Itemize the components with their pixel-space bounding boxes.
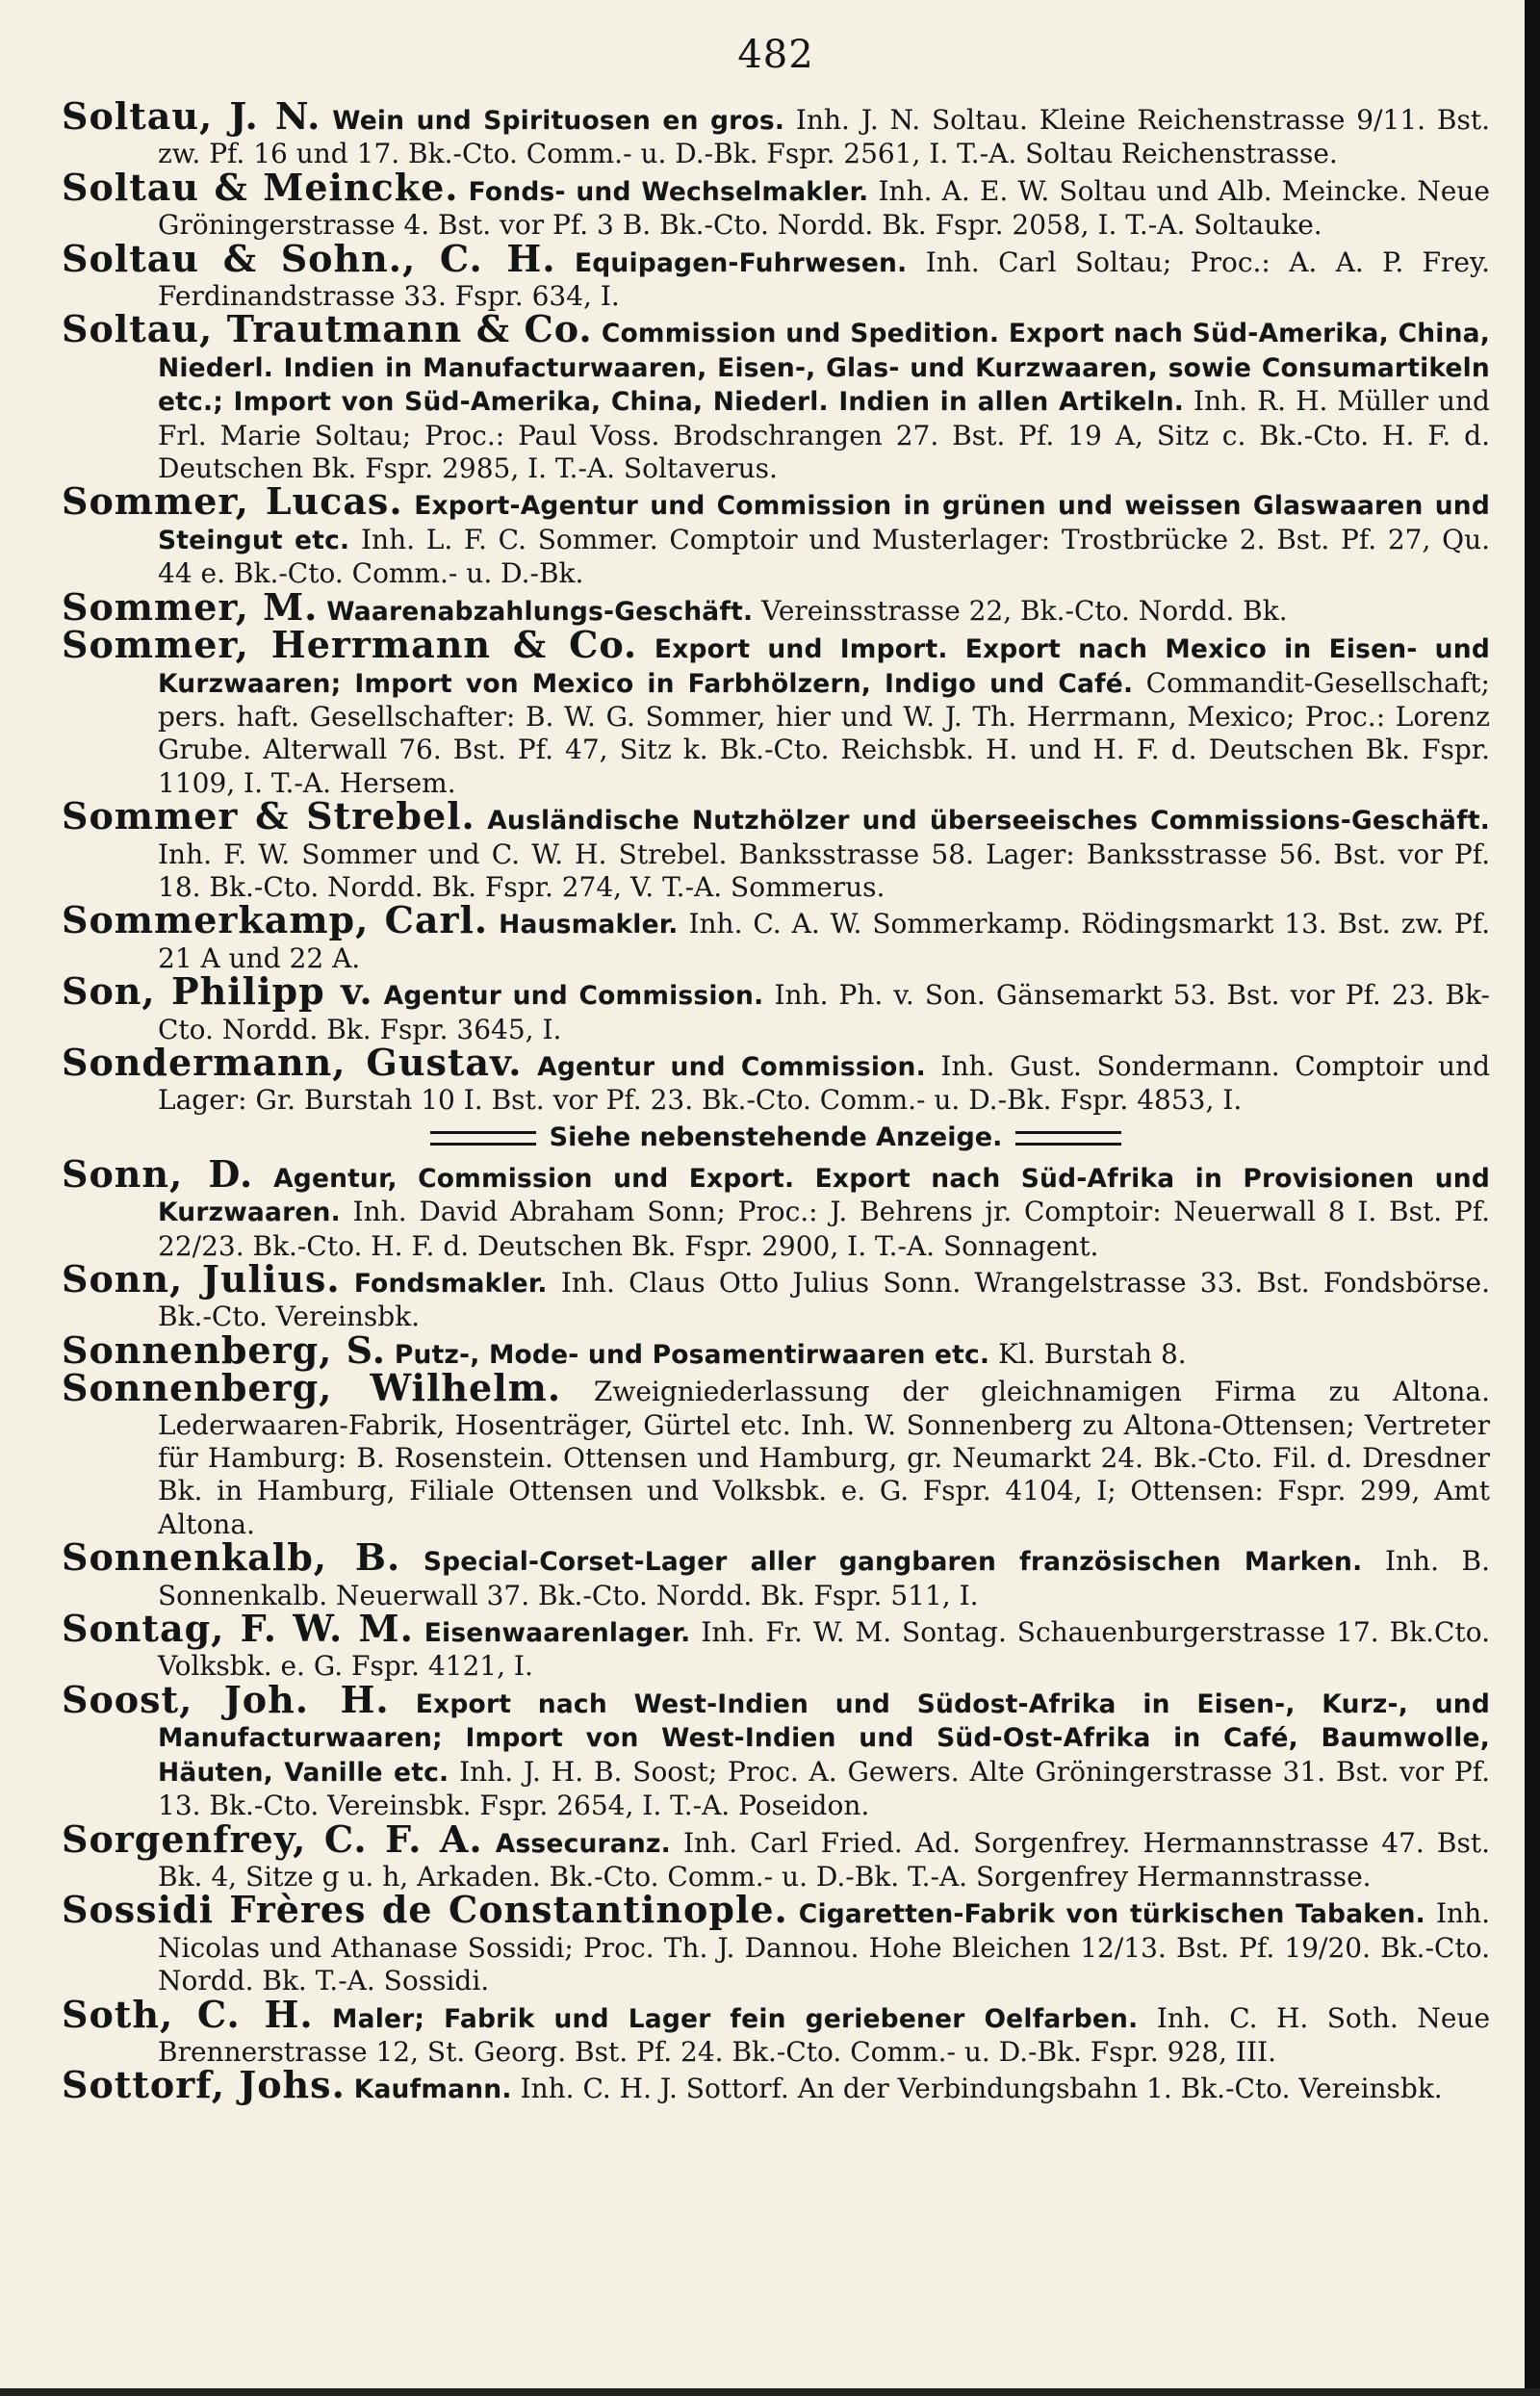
directory-entry [62, 479, 1491, 590]
firm-name: Soltau, Trautmann & Co. [62, 307, 593, 351]
business-description: Fondsmakler. [353, 1269, 548, 1299]
business-description: Special-Corset-Lager aller gangbaren französischen Marken. [423, 1547, 1363, 1578]
firm-name: Sommerkamp, Carl. [62, 898, 489, 942]
firm-name: Soltau, J. N. [62, 94, 321, 138]
business-description: Agentur und Commission. [537, 1051, 926, 1082]
entry-details: Inh. L. F. C. Sommer. Comptoir und Musterlager: Trostbrücke 2. Bst. Pf. 27, Qu. 44 e. Bk.-Cto. Comm.- u. D.-Bk. [158, 523, 1491, 590]
business-description: Eisenwaarenlager. [424, 1618, 691, 1649]
entry-list [62, 94, 1491, 2107]
double-rule-left [430, 1131, 536, 1146]
firm-name: Sommer, M. [62, 584, 319, 629]
directory-entry [62, 794, 1490, 904]
entry-details: Inh. C. A. W. Sommerkamp. Rödingsmarkt 13. Bst. zw. Pf. 21 A und 22 A. [158, 908, 1491, 974]
business-description: Ausländische Nutzhölzer und überseeisches Commissions-Geschäft. [487, 806, 1490, 837]
firm-name: Soltau & Meincke. [62, 165, 459, 209]
directory-entry [62, 898, 1491, 975]
business-description: Export nach West-Indien und Südost-Afrika in Eisen-, Kurz-, und Manufacturwaaren; Import von West-Indien und Süd-Ost-Afrika in Café, Baumwolle, Häuten, Vanille etc. [158, 1688, 1490, 1788]
directory-entry [62, 1888, 1490, 1997]
firm-name: Sonnenberg, Wilhelm. [62, 1366, 562, 1410]
firm-name: Sottorf, Johs. [62, 2063, 346, 2107]
business-description: Export-Agentur und Commission in grünen und weissen Glaswaaren und Steingut etc. [158, 491, 1490, 555]
business-description: Cigaretten-Fabrik von türkischen Tabaken. [798, 1899, 1425, 1930]
directory-entry [62, 1607, 1491, 1684]
firm-name: Soltau & Sohn., C. H. [62, 236, 556, 280]
business-description: Hausmakler. [499, 910, 679, 940]
business-description: Export und Import. Export nach Mexico in Eisen- und Kurzwaaren; Import von Mexico in Farbhölzern, Indigo und Café. [158, 634, 1490, 699]
notice-text: Siehe nebenstehende Anzeige. [549, 1121, 1003, 1152]
directory-entry [62, 2063, 1490, 2107]
business-description: Agentur, Commission und Export. Export nach Süd-Afrika in Provisionen und Kurzwaaren. [158, 1163, 1490, 1228]
scan-edge-right [1525, 0, 1540, 2396]
firm-name: Sonnenkalb, B. [62, 1535, 401, 1580]
entry-details: Inh. J. N. Soltau. Kleine Reichenstrasse 9/11. Bst. zw. Pf. 16 und 17. Bk.-Cto. Comm.- u. D.-Bk. Fspr. 2561, I. T.-A. Soltau Reichenstrasse. [158, 104, 1490, 170]
business-description: Fonds- und Wechselmakler. [468, 176, 869, 207]
firm-name: Sommer, Herrmann & Co. [62, 623, 638, 667]
business-description: Waarenabzahlungs-Geschäft. [326, 596, 754, 627]
entry-details: Inh. Gust. Sondermann. Comptoir und Lager: Gr. Burstah 10 I. Bst. vor Pf. 23. Bk.-Cto. Comm.- u. D.-Bk. Fspr. 4853, I. [158, 1049, 1490, 1117]
firm-name: Sondermann, Gustav. [62, 1040, 523, 1084]
firm-name: Sossidi Frères de Constantinople. [62, 1888, 788, 1932]
directory-entry [62, 307, 1490, 485]
firm-name: Sontag, F. W. M. [62, 1607, 414, 1651]
directory-entry [62, 1151, 1490, 1263]
firm-name: Sommer, Lucas. [62, 479, 403, 524]
directory-entry [62, 1677, 1490, 1823]
directory-entry [62, 94, 1490, 171]
entry-details: Inh. David Abraham Sonn; Proc.: J. Behrens jr. Comptoir: Neuerwall 8 I. Bst. Pf. 22/23. Bk.-Cto. H. F. d. Deutschen Bk. Fspr. 2900, I. T.-A. Sonnagent. [158, 1196, 1490, 1262]
business-description: Putz-, Mode- und Posamentirwaaren etc. [394, 1339, 990, 1370]
business-description: Wein und Spirituosen en gros. [332, 106, 785, 136]
firm-name: Soth, C. H. [62, 1992, 314, 2036]
entry-details: Vereinsstrasse 22, Bk.-Cto. Nordd. Bk. [761, 594, 1288, 627]
entry-details: Inh. J. H. B. Soost; Proc. A. Gewers. Alte Gröningerstrasse 31. Bst. vor Pf. 13. Bk.-Cto. Vereinsbk. Fspr. 2654, I. T.-A. Poseidon. [158, 1755, 1490, 1822]
entry-details: Inh. Fr. W. M. Sontag. Schauenburgerstrasse 17. Bk.Cto. Volksbk. e. G. Fspr. 4121, I. [158, 1616, 1491, 1683]
firm-name: Sonn, Julius. [62, 1257, 341, 1301]
directory-entry [62, 1816, 1490, 1894]
advertisement-notice [62, 1120, 1490, 1156]
business-description: Assecuranz. [495, 1828, 671, 1859]
firm-name: Sorgenfrey, C. F. A. [62, 1816, 483, 1861]
firm-name: Sommer & Strebel. [62, 794, 475, 838]
business-description: Maler; Fabrik und Lager fein geriebener Oelfarben. [332, 2003, 1139, 2034]
directory-entry [62, 1992, 1491, 2070]
firm-name: Sonnenberg, S. [62, 1327, 386, 1372]
directory-entry [62, 623, 1490, 800]
directory-entry [62, 1535, 1490, 1612]
business-description: Kaufmann. [353, 2074, 512, 2105]
entry-details: Inh. Nicolas und Athanase Sossidi; Proc. Th. J. Dannou. Hohe Bleichen 12/13. Bst. Pf. 19/20. Bk.-Cto. Nordd. Bk. T.-A. Sossidi. [158, 1897, 1490, 1997]
entry-details: Inh. C. H. Soth. Neue Brennerstrasse 12, St. Georg. Bst. Pf. 24. Bk.-Cto. Comm.- u. D.-Bk. Fspr. 928, III. [158, 2001, 1491, 2068]
double-rule-right [1015, 1131, 1121, 1146]
entry-details: Commandit-Gesellschaft; pers. haft. Gesellschafter: B. W. G. Sommer, hier und W. J. Th. Herrmann, Mexico; Proc.: Lorenz Grube. Alterwall 76. Bst. Pf. 47, Sitz k. Bk.-Cto. Reichsbk. H. und H. F. d. Deutschen Bk. Fspr. 1109, I. T.-A. Hersem. [158, 666, 1490, 799]
entry-details: Zweigniederlassung der gleichnamigen Firma zu Altona. Lederwaaren-Fabrik, Hosenträger, Gürtel etc. Inh. W. Sonnenberg zu Altona-Ottensen; Vertreter für Hamburg: B. Rosenstein. Ottensen und Hamburg, gr. Neumarkt 24. Bk.-Cto. Fil. d. Dresdner Bk. in Hamburg, Filiale Ottensen und Volksbk. e. G. Fspr. 4104, I; Ottensen: Fspr. 299, Amt Altona. [158, 1376, 1490, 1540]
entry-details: Inh. F. W. Sommer und C. W. H. Strebel. Banksstrasse 58. Lager: Banksstrasse 56. Bst. vor Pf. 18. Bk.-Cto. Nordd. Bk. Fspr. 274, V. T.-A. Sommerus. [158, 837, 1490, 903]
entry-details: Inh. C. H. J. Sottorf. An der Verbindungsbahn 1. Bk.-Cto. Vereinsbk. [520, 2073, 1443, 2105]
entry-details: Inh. R. H. Müller und Frl. Marie Soltau; Proc.: Paul Voss. Brodschrangen 27. Bst. Pf. 19 A, Sitz c. Bk.-Cto. H. F. d. Deutschen Bk. Fspr. 2985, I. T.-A. Soltaverus. [158, 385, 1490, 485]
entry-details: Inh. A. E. W. Soltau und Alb. Meincke. Neue Gröningerstrasse 4. Bst. vor Pf. 3 B. Bk.-Cto. Nordd. Bk. Fspr. 2058, I. T.-A. Soltauke. [158, 174, 1490, 242]
business-description: Agentur und Commission. [383, 981, 764, 1012]
entry-details: Inh. B. Sonnenkalb. Neuerwall 37. Bk.-Cto. Nordd. Bk. Fspr. 511, I. [158, 1545, 1490, 1611]
directory-entry [62, 969, 1491, 1046]
directory-entry [62, 1257, 1490, 1334]
firm-name: Sonn, D. [62, 1151, 254, 1196]
directory-entry [62, 165, 1490, 243]
directory-entry [62, 1366, 1490, 1541]
page-number: 482 [737, 33, 814, 77]
entry-details: Inh. Ph. v. Son. Gänsemarkt 53. Bst. vor Pf. 23. Bk-Cto. Nordd. Bk. Fspr. 3645, I. [158, 979, 1491, 1045]
business-description: Commission und Spedition. Export nach Süd-Amerika, China, Niederl. Indien in Manufacturwaaren, Eisen-, Glas- und Kurzwaaren, sowie Consumartikeln etc.; Import von Süd-Amerika, China, Niederl. Indien in allen Artikeln. [158, 319, 1490, 418]
directory-entry [62, 236, 1490, 314]
entry-details: Inh. Carl Fried. Ad. Sorgenfrey. Hermannstrasse 47. Bst. Bk. 4, Sitze g u. h, Arkaden. Bk.-Cto. Comm.- u. D.-Bk. T.-A. Sorgenfrey Hermannstrasse. [158, 1826, 1490, 1893]
directory-entry [62, 1040, 1490, 1118]
entry-details: Kl. Burstah 8. [998, 1337, 1187, 1370]
entry-details: Inh. Carl Soltau; Proc.: A. A. P. Frey. Ferdinandstrasse 33. Fspr. 634, I. [158, 245, 1490, 313]
entry-details: Inh. Claus Otto Julius Sonn. Wrangelstrasse 33. Bst. Fondsbörse. Bk.-Cto. Vereinsbk. [158, 1267, 1490, 1333]
firm-name: Son, Philipp v. [62, 969, 373, 1014]
firm-name: Soost, Joh. H. [62, 1677, 390, 1721]
scan-edge-bottom [0, 2388, 1540, 2396]
business-description: Equipagen-Fuhrwesen. [574, 247, 908, 278]
